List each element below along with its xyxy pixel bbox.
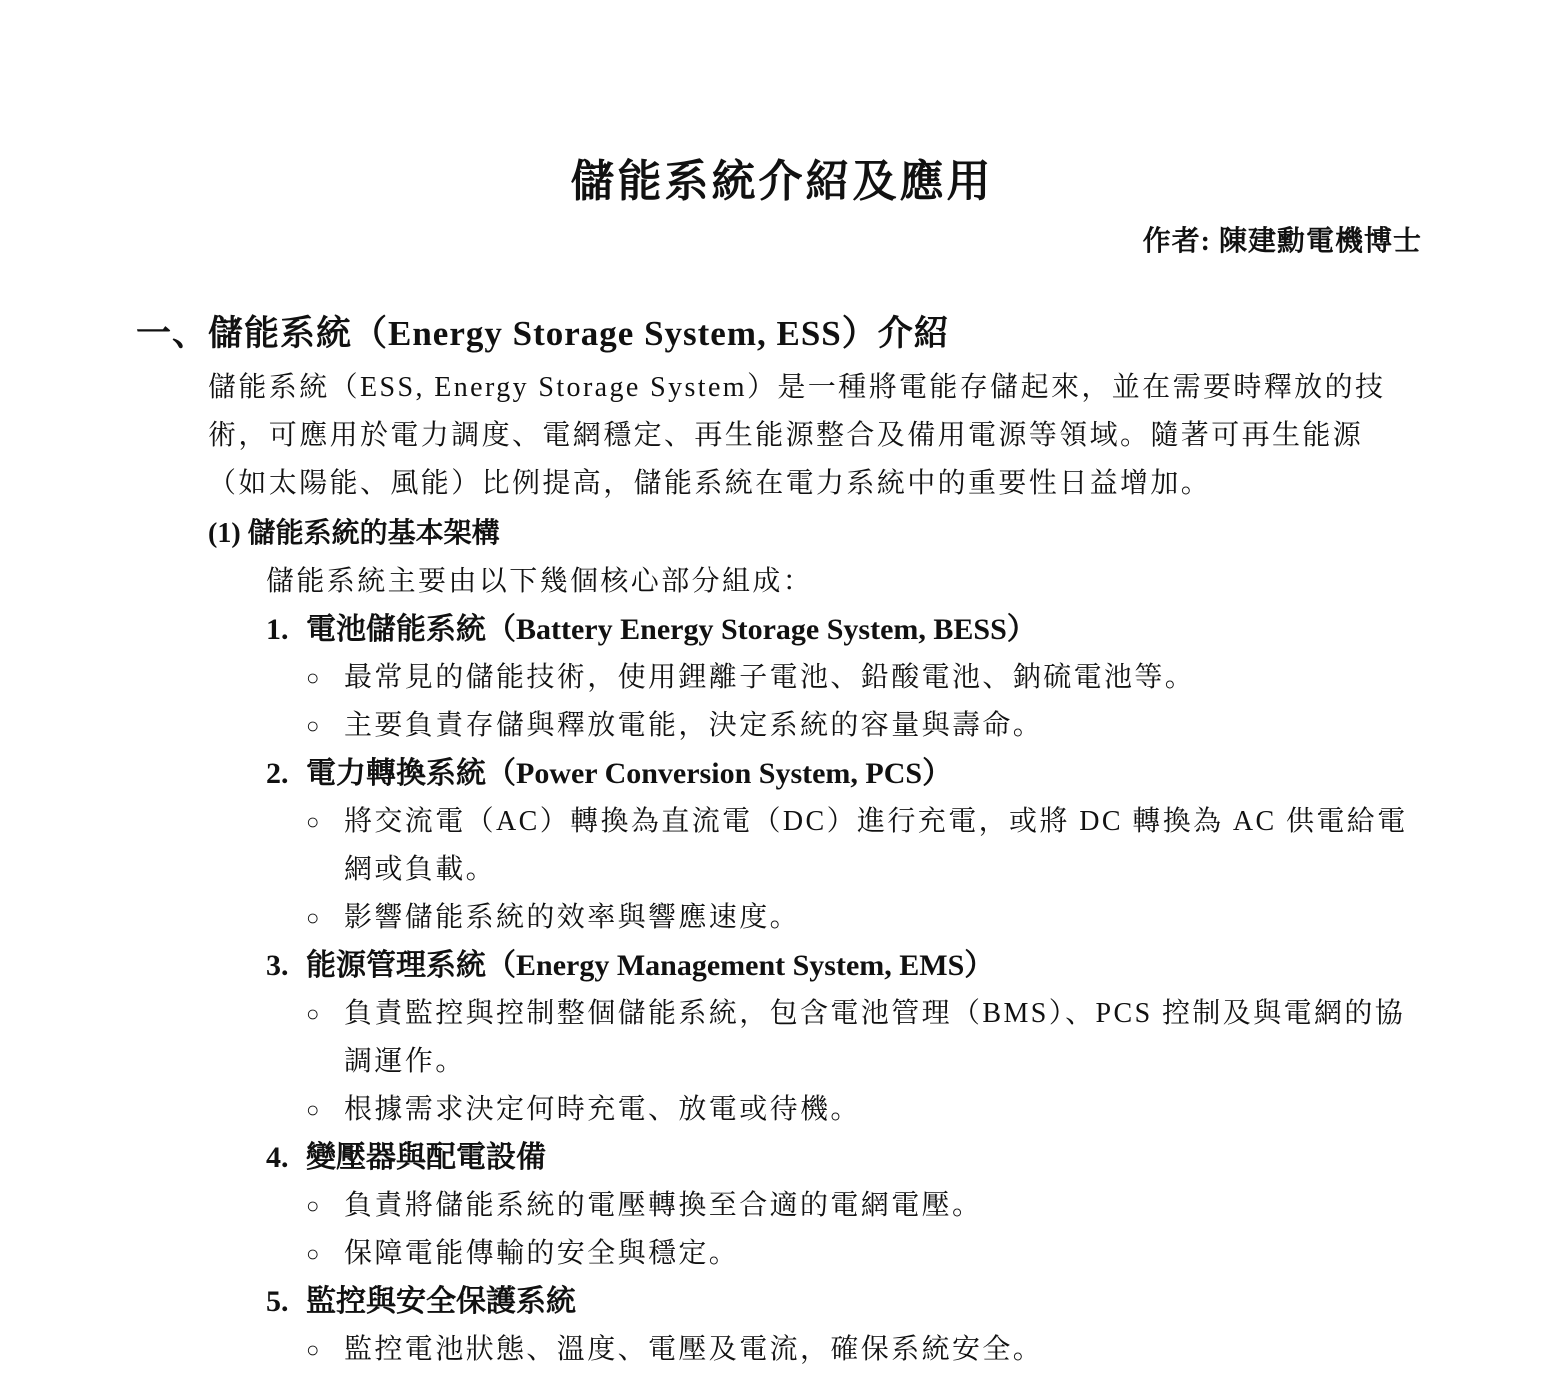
hollow-circle-bullet-icon: ○ bbox=[306, 1337, 322, 1362]
hollow-circle-bullet-icon: ○ bbox=[306, 905, 322, 930]
item-number: 3. bbox=[266, 949, 289, 982]
component-heading bbox=[266, 1134, 1430, 1182]
point-text: 保障電能傳輸的安全與穩定。 bbox=[344, 1238, 740, 1269]
point-text: 負責將儲能系統的電壓轉換至合適的電網電壓。 bbox=[344, 1190, 983, 1221]
component-list bbox=[266, 606, 1430, 1374]
hollow-circle-bullet-icon: ○ bbox=[306, 665, 322, 690]
hollow-circle-bullet-icon: ○ bbox=[306, 809, 322, 834]
component-heading bbox=[266, 942, 1430, 990]
point-item bbox=[266, 1326, 1430, 1374]
section-intro bbox=[208, 364, 1430, 508]
component-heading bbox=[266, 606, 1430, 654]
intro-line: 術，可應用於電力調度、電網穩定、再生能源整合及備用電源等領域。隨著可再生能源 bbox=[208, 420, 1364, 451]
hollow-circle-bullet-icon: ○ bbox=[306, 1193, 322, 1218]
component-item bbox=[266, 1278, 1430, 1374]
component-points bbox=[266, 654, 1430, 750]
point-item bbox=[266, 1230, 1430, 1278]
component-heading bbox=[266, 750, 1430, 798]
point-item bbox=[266, 990, 1430, 1086]
component-item bbox=[266, 942, 1430, 1134]
point-text: 根據需求決定何時充電、放電或待機。 bbox=[344, 1094, 861, 1125]
author-line: 作者: 陳建勳電機博士 bbox=[1142, 226, 1422, 257]
subsection-lead: 儲能系統主要由以下幾個核心部分組成： bbox=[266, 566, 814, 597]
point-item bbox=[266, 894, 1430, 942]
component-item bbox=[266, 1134, 1430, 1278]
point-text: 監控電池狀態、溫度、電壓及電流，確保系統安全。 bbox=[344, 1334, 1044, 1365]
point-item bbox=[266, 702, 1430, 750]
hollow-circle-bullet-icon: ○ bbox=[306, 1241, 322, 1266]
item-number: 4. bbox=[266, 1141, 289, 1174]
intro-line: （如太陽能、風能）比例提高，儲能系統在電力系統中的重要性日益增加。 bbox=[208, 468, 1212, 499]
hollow-circle-bullet-icon: ○ bbox=[306, 713, 322, 738]
item-title: 能源管理系統（Energy Management System, EMS） bbox=[306, 949, 995, 982]
item-title: 變壓器與配電設備 bbox=[306, 1141, 546, 1174]
point-text: 將交流電（AC）轉換為直流電（DC）進行充電，或將 DC 轉換為 AC 供電給電網或負載。 bbox=[344, 806, 1408, 885]
item-number: 2. bbox=[266, 757, 289, 790]
hollow-circle-bullet-icon: ○ bbox=[306, 1097, 322, 1122]
subsection-heading: (1) 儲能系統的基本架構 bbox=[208, 518, 500, 549]
point-item bbox=[266, 1086, 1430, 1134]
component-points bbox=[266, 1182, 1430, 1278]
item-title: 電力轉換系統（Power Conversion System, PCS） bbox=[306, 757, 953, 790]
point-item bbox=[266, 798, 1430, 894]
document-title: 儲能系統介紹及應用 bbox=[570, 157, 994, 206]
item-title: 監控與安全保護系統 bbox=[306, 1285, 576, 1318]
point-text: 影響儲能系統的效率與響應速度。 bbox=[344, 902, 801, 933]
component-item bbox=[266, 750, 1430, 942]
intro-line: 儲能系統（ESS, Energy Storage System）是一種將電能存儲起來，並在需要時釋放的技 bbox=[208, 372, 1386, 403]
point-text: 負責監控與控制整個儲能系統，包含電池管理（BMS）、PCS 控制及與電網的協調運作。 bbox=[344, 998, 1406, 1077]
item-number: 1. bbox=[266, 613, 289, 646]
component-heading bbox=[266, 1278, 1430, 1326]
component-points bbox=[266, 990, 1430, 1134]
item-title: 電池儲能系統（Battery Energy Storage System, BESS） bbox=[306, 613, 1037, 646]
point-item bbox=[266, 1182, 1430, 1230]
point-text: 主要負責存儲與釋放電能，決定系統的容量與壽命。 bbox=[344, 710, 1044, 741]
hollow-circle-bullet-icon: ○ bbox=[306, 1001, 322, 1026]
component-points bbox=[266, 1326, 1430, 1374]
point-text: 最常見的儲能技術，使用鋰離子電池、鉛酸電池、鈉硫電池等。 bbox=[344, 662, 1196, 693]
component-item bbox=[266, 606, 1430, 750]
component-points bbox=[266, 798, 1430, 942]
section-heading: 一、儲能系統（Energy Storage System, ESS）介紹 bbox=[136, 314, 950, 353]
item-number: 5. bbox=[266, 1285, 289, 1318]
point-item bbox=[266, 654, 1430, 702]
